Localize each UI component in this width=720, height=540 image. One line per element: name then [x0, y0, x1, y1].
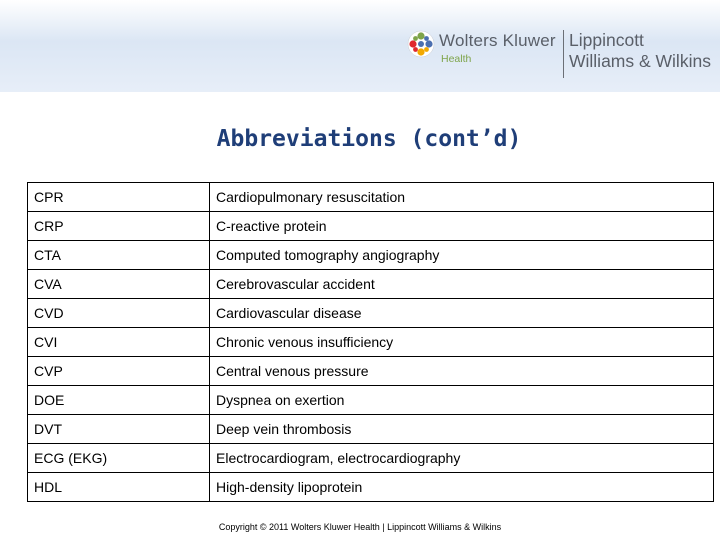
imprint-line-1: Lippincott: [569, 30, 644, 50]
table-row: [28, 473, 714, 502]
table-row: [28, 212, 714, 241]
meaning-cell: C-reactive protein: [210, 212, 714, 241]
table-row: [28, 386, 714, 415]
publisher-logo: [407, 28, 717, 80]
logo-divider: [563, 30, 564, 78]
meaning-cell: Cerebrovascular accident: [210, 270, 714, 299]
abbreviation-cell: CTA: [28, 241, 210, 270]
table-row: [28, 299, 714, 328]
publisher-name: Wolters Kluwer: [439, 31, 556, 50]
meaning-cell: Cardiovascular disease: [210, 299, 714, 328]
table-row: [28, 415, 714, 444]
table-row: [28, 241, 714, 270]
meaning-cell: High-density lipoprotein: [210, 473, 714, 502]
table-row: [28, 328, 714, 357]
table-row: [28, 357, 714, 386]
copyright-footer: Copyright © 2011 Wolters Kluwer Health | Lippincott Williams & Wilkins: [218, 522, 502, 532]
wolters-kluwer-logo-icon: [407, 30, 435, 58]
abbreviation-cell: ECG (EKG): [28, 444, 210, 473]
slide-title: Abbreviations (cont’d): [216, 126, 522, 152]
abbreviation-cell: CVP: [28, 357, 210, 386]
abbreviation-cell: HDL: [28, 473, 210, 502]
abbreviation-cell: CVI: [28, 328, 210, 357]
table-row: [28, 183, 714, 212]
abbreviation-cell: CVA: [28, 270, 210, 299]
meaning-cell: Computed tomography angiography: [210, 241, 714, 270]
abbreviation-cell: DOE: [28, 386, 210, 415]
table-row: [28, 270, 714, 299]
meaning-cell: Cardiopulmonary resuscitation: [210, 183, 714, 212]
imprint-name: [569, 30, 711, 72]
table-row: [28, 444, 714, 473]
abbreviation-cell: CPR: [28, 183, 210, 212]
abbreviation-cell: DVT: [28, 415, 210, 444]
meaning-cell: Dyspnea on exertion: [210, 386, 714, 415]
publisher-division: Health: [441, 53, 472, 65]
meaning-cell: Deep vein thrombosis: [210, 415, 714, 444]
imprint-line-2: Williams & Wilkins: [569, 51, 711, 71]
abbreviations-table: [27, 182, 714, 502]
abbreviation-cell: CRP: [28, 212, 210, 241]
meaning-cell: Chronic venous insufficiency: [210, 328, 714, 357]
meaning-cell: Electrocardiogram, electrocardiography: [210, 444, 714, 473]
abbreviation-cell: CVD: [28, 299, 210, 328]
meaning-cell: Central venous pressure: [210, 357, 714, 386]
